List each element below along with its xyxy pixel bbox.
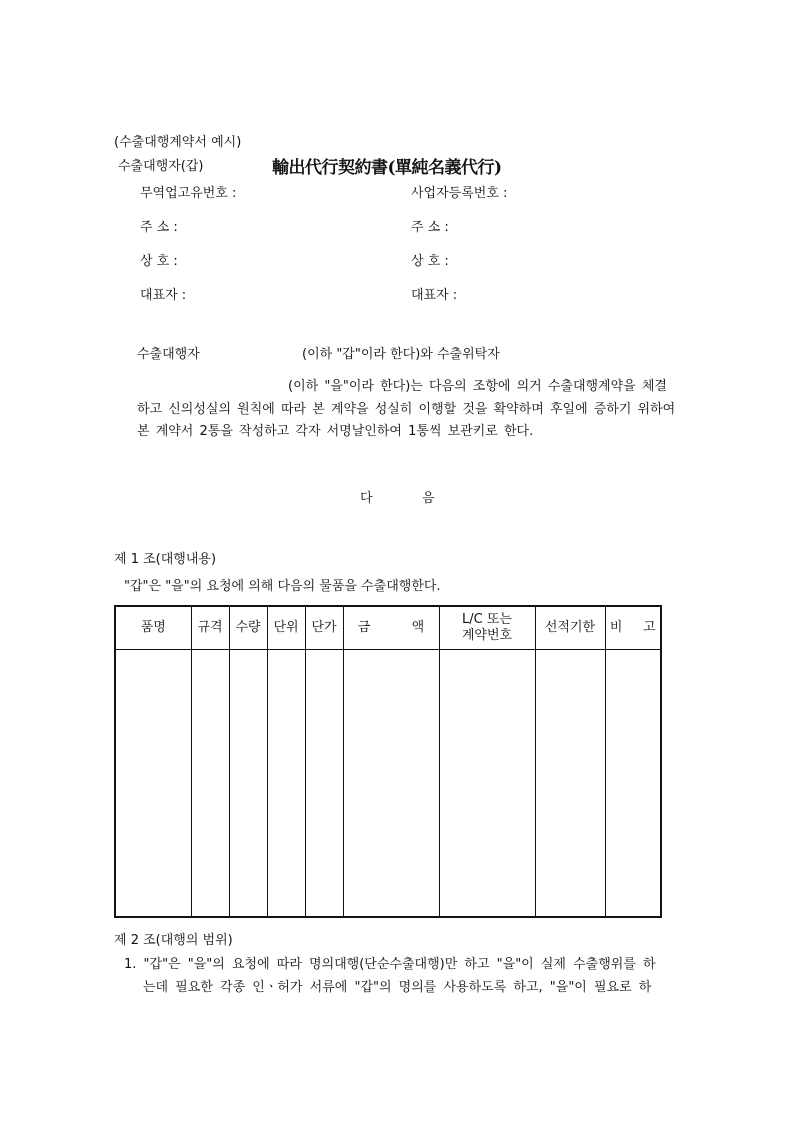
intro-agent-suffix: (이하 "갑"이라 한다)와 수출위탁자 [302,347,500,362]
header-remarks-text: 비 고 [609,620,656,635]
title-text: 輸出代行契約書(單純名義代行) [272,158,502,178]
table-cell[interactable] [343,650,439,918]
intro-line-3: 하고 신의성실의 원칙에 따라 본 계약을 성실히 이행할 것을 확약하며 후일에 증하기 위하여 [137,402,676,417]
left-field-representative: 대표자 : [140,288,187,303]
table-cell[interactable] [115,650,191,918]
header-quantity: 수량 [229,606,267,650]
heading-eum: 음 [422,491,435,506]
header-contract-text: 계약번호 [461,628,513,643]
table-cell[interactable] [267,650,305,918]
header-amount [343,606,439,650]
example-label: (수출대행계약서 예시) [114,135,242,150]
table-row [115,650,661,918]
header-shipment-deadline: 선적기한 [535,606,605,650]
intro-line-4: 본 계약서 2통을 작성하고 각자 서명날인하여 1통씩 보관키로 한다. [137,424,534,439]
table-cell[interactable] [191,650,229,918]
table-cell[interactable] [229,650,267,918]
table-cell[interactable] [439,650,535,918]
right-field-address: 주 소 : [411,220,449,235]
article-1-heading: 제 1 조(대행내용) [114,552,217,567]
header-unit-price: 단가 [305,606,343,650]
header-amount-text: 금 액 [357,620,425,635]
table-cell[interactable] [605,650,661,918]
header-remarks [605,606,661,650]
left-field-address: 주 소 : [140,220,178,235]
heading-da: 다 [360,491,373,506]
right-field-business-number: 사업자등록번호 : [411,186,508,201]
article-1-text: "갑"은 "을"의 요청에 의해 다음의 물품을 수출대행한다. [124,579,441,594]
goods-table [114,605,662,918]
left-field-trade-number: 무역업고유번호 : [140,186,237,201]
party-a-label: 수출대행자(갑) [118,159,204,174]
document-title [272,153,502,178]
article-2-heading: 제 2 조(대행의 범위) [114,933,233,948]
table-cell[interactable] [535,650,605,918]
article-2-item-1-line-1: 1. "갑"은 "을"의 요청에 따라 명의대행(단순수출대행)만 하고 "을"이 실제 수출행위를 하 [124,957,656,972]
header-unit: 단위 [267,606,305,650]
right-field-representative: 대표자 : [411,288,458,303]
table-cell[interactable] [305,650,343,918]
header-lc-contract [439,606,535,650]
article-2-item-1-line-2: 는데 필요한 각종 인ㆍ허가 서류에 "갑"의 명의를 사용하도록 하고, "을"이 필요로 하 [143,980,652,995]
header-item-name: 품명 [115,606,191,650]
left-field-company: 상 호 : [140,254,178,269]
header-spec: 규격 [191,606,229,650]
table-header-row [115,606,661,650]
header-lc-text: L/C 또는 [462,612,512,627]
right-field-company: 상 호 : [411,254,449,269]
intro-line-2: (이하 "을"이라 한다)는 다음의 조항에 의거 수출대행계약을 체결 [288,379,667,394]
intro-agent-label: 수출대행자 [137,347,200,362]
